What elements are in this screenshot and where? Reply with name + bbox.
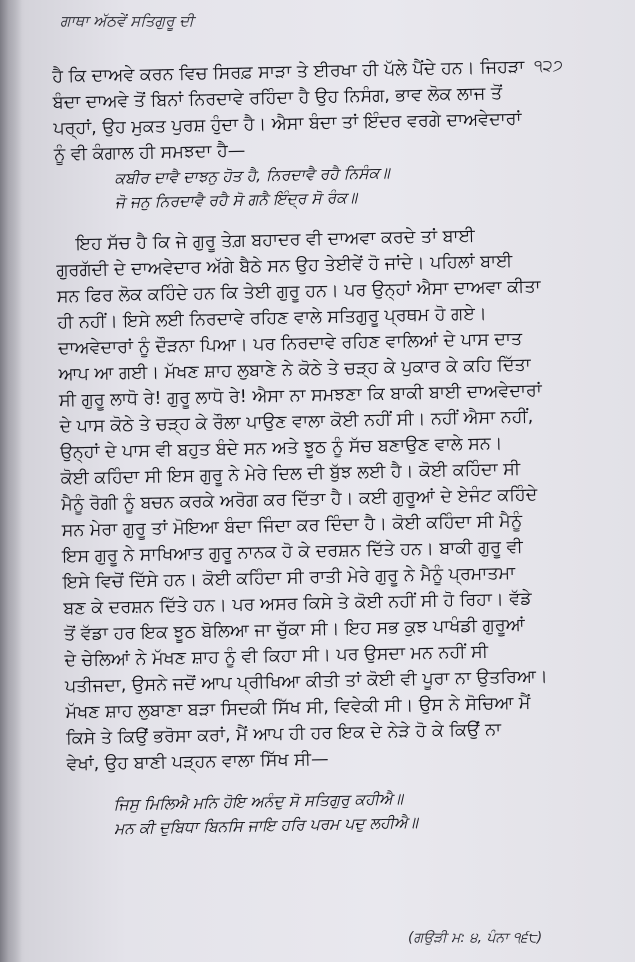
running-head: ਗਾਥਾ ਅੱਠਵੇਂ ਸਤਿਗੁਰੂ ਦੀ <box>60 12 194 30</box>
text-line: ਦਾਅਵੇਦਾਰਾਂ ਨੂੰ ਦੌੜਨਾ ਪਿਆ। ਪਰ ਨਿਰਦਾਵੇ ਰਹਿਣ ਵਾਲਿਆਂ ਦੇ ਪਾਸ ਦਾਤ <box>57 329 523 359</box>
text-line: ਗੁਰਗੱਦੀ ਦੇ ਦਾਅਵੇਦਾਰ ਅੱਗੇ ਬੈਠੇ ਸਨ ਉਹ ਤੇਈਵੇਂ ਹੋ ਜਾਂਦੇ। ਪਹਿਲਾਂ ਬਾਈ <box>56 251 513 281</box>
text-line: ਹੈ ਕਿ ਦਾਅਵੇ ਕਰਨ ਵਿਚ ਸਿਰਫ਼ ਸਾੜਾ ਤੇ ਈਰਖਾ ਹੀ ਪੱਲੇ ਪੈਂਦੇ ਹਨ। ਜਿਹੜਾ <box>52 57 525 87</box>
text-line: ਸਨ ਫਿਰ ਲੋਕ ਕਹਿੰਦੇ ਹਨ ਕਿ ਤੇਈ ਗੁਰੂ ਹਨ। ਪਰ ਉਨ੍ਹਾਂ ਐਸਾ ਦਾਅਵਾ ਕੀਤਾ <box>56 276 541 307</box>
body-text <box>52 53 588 842</box>
text-line: ਇਸ ਗੁਰੂ ਨੇ ਸਾਖਿਆਤ ਗੁਰੂ ਨਾਨਕ ਹੋ ਕੇ ਦਰਸ਼ਨ ਦਿੱਤੇ ਹਨ। ਬਾਕੀ ਗੁਰੂ ਵੀ <box>62 537 524 567</box>
text-line: ਆਪ ਆ ਗਈ। ਮੱਖਣ ਸ਼ਾਹ ਲੁਬਾਣੇ ਨੇ ਕੋਠੇ ਤੇ ਚੜ੍ਹ ਕੇ ਪੁਕਾਰ ਕੇ ਕਹਿ ਦਿੱਤਾ <box>58 355 531 385</box>
text-line: ਪਤੀਜਦਾ, ਉਸਨੇ ਜਦੋਂ ਆਪ ਪ੍ਰੀਖਿਆ ਕੀਤੀ ਤਾਂ ਕੋਈ ਵੀ ਪੂਰਾ ਨਾ ਉਤਰਿਆ। <box>64 666 548 697</box>
text-line: ਨੂੰ ਵੀ ਕੰਗਾਲ ਹੀ ਸਮਝਦਾ ਹੈ— <box>53 140 246 165</box>
text-line: ਉਨ੍ਹਾਂ ਦੇ ਪਾਸ ਵੀ ਬਹੁਤ ਬੰਦੇ ਸਨ ਅਤੇ ਝੂਠ ਨੂੰ ਸੱਚ ਬਣਾਉਣ ਵਾਲੇ ਸਨ। <box>59 433 503 463</box>
text-line: ਦੇ ਪਾਸ ਕੋਠੇ ਤੇ ਚੜ੍ਹ ਕੇ ਰੌਲਾ ਪਾਉਣ ਵਾਲਾ ਕੋਈ ਨਹੀਂ ਸੀ। ਨਹੀਂ ਐਸਾ ਨਹੀਂ, <box>59 407 534 437</box>
citation: (ਗਉੜੀ ਮ: ੪, ਪੰਨਾ ੧੬੮) <box>408 930 543 946</box>
verse-line: ਮਨ ਕੀ ਦੁਬਿਧਾ ਬਿਨਸਿ ਜਾਇ ਹਰਿ ਪਰਮ ਪਦੁ ਲਹੀਐ॥ <box>113 813 419 838</box>
text-line: ਮੈਨੂੰ ਰੋਗੀ ਨੂੰ ਬਚਨ ਕਰਕੇ ਅਰੋਗ ਕਰ ਦਿੱਤਾ ਹੈ। ਕਈ ਗੁਰੂਆਂ ਦੇ ਏਜੰਟ ਕਹਿੰਦੇ <box>61 484 538 515</box>
text-line: ਕੋਈ ਕਹਿੰਦਾ ਸੀ ਇਸ ਗੁਰੂ ਨੇ ਮੇਰੇ ਦਿਲ ਦੀ ਬੁੱਝ ਲਈ ਹੈ। ਕੋਈ ਕਹਿੰਦਾ ਸੀ <box>60 459 521 489</box>
text-line: ਪਰ੍ਹਾਂ, ਉਹ ਮੁਕਤ ਪੁਰਸ਼ ਹੁੰਦਾ ਹੈ। ਐਸਾ ਬੰਦਾ ਤਾਂ ਇੰਦਰ ਵਰਗੇ ਦਾਅਵੇਦਾਰਾਂ <box>53 109 522 139</box>
verse-line: ਜਿਸੁ ਮਿਲਿਐ ਮਨਿ ਹੋਇ ਅਨੰਦੁ ਸੋ ਸਤਿਗੁਰੁ ਕਹੀਐ॥ <box>113 789 404 814</box>
text-line: ਇਸੇ ਵਿਚੋਂ ਦਿੱਸੇ ਹਨ। ਕੋਈ ਕਹਿੰਦਾ ਸੀ ਰਾਤੀ ਮੇਰੇ ਗੁਰੂ ਨੇ ਮੈਨੂੰ ਪ੍ਰਮਾਤਮਾ <box>62 563 516 593</box>
page-gutter-shadow <box>0 0 22 962</box>
text-line: ਸੀ ਗੁਰੂ ਲਾਧੋ ਰੇ! ਗੁਰੂ ਲਾਧੋ ਰੇ! ਐਸਾ ਨਾ ਸਮਝਣਾ ਕਿ ਬਾਕੀ ਬਾਈ ਦਾਅਵੇਦਾਰਾਂ <box>58 380 542 411</box>
text-line: ਦੇ ਚੇਲਿਆਂ ਨੇ ਮੱਖਣ ਸ਼ਾਹ ਨੂੰ ਵੀ ਕਿਹਾ ਸੀ। ਪਰ ਉਸਦਾ ਮਨ ਨਹੀਂ ਸੀ <box>64 642 489 671</box>
text-line: ਇਹ ਸੱਚ ਹੈ ਕਿ ਜੇ ਗੁਰੂ ਤੇਗ਼ ਬਹਾਦਰ ਵੀ ਦਾਅਵਾ ਕਰਦੇ ਤਾਂ ਬਾਈ <box>75 226 475 255</box>
text-line: ਕਿਸੇ ਤੇ ਕਿਉਂ ਭਰੋਸਾ ਕਰਾਂ, ਮੈਂ ਆਪ ਹੀ ਹਰ ਇਕ ਦੇ ਨੇੜੇ ਹੋ ਕੇ ਕਿਉਂ ਨਾ <box>65 719 502 749</box>
text-line: ਵੇਖਾਂ, ਉਹ ਬਾਣੀ ਪੜ੍ਹਨ ਵਾਲਾ ਸਿੱਖ ਸੀ— <box>66 749 329 775</box>
verse-line: ਜੋ ਜਨੁ ਨਿਰਦਾਵੈ ਰਹੈ ਸੋ ਗਨੈ ਇੰਦ੍ਰ ਸੋ ਰੰਕ॥ <box>114 188 358 212</box>
page-number: ੧੨੭ <box>534 56 563 75</box>
text-line: ਬਣ ਕੇ ਦਰਸ਼ਨ ਦਿੱਤੇ ਹਨ। ਪਰ ਅਸਰ ਕਿਸੇ ਤੇ ਕੋਈ ਨਹੀਂ ਸੀ ਹੋ ਰਿਹਾ। ਵੱਡੇ <box>63 589 532 619</box>
text-line: ਸਨ ਮੇਰਾ ਗੁਰੂ ਤਾਂ ਮੋਇਆ ਬੰਦਾ ਜਿੰਦਾ ਕਰ ਦਿੰਦਾ ਹੈ। ਕੋਈ ਕਹਿੰਦਾ ਸੀ ਮੈਨੂੰ <box>61 511 523 541</box>
verse-line: ਕਬੀਰ ਦਾਵੈ ਦਾਝਨੁ ਹੋਤ ਹੈ, ਨਿਰਦਾਵੈ ਰਹੈ ਨਿਸੰਕ॥ <box>114 163 390 188</box>
text-line: ਮੱਖਣ ਸ਼ਾਹ ਲੁਬਾਣਾ ਬੜਾ ਸਿਦਕੀ ਸਿੱਖ ਸੀ, ਵਿਵੇਕੀ ਸੀ। ਉਸ ਨੇ ਸੋਚਿਆ ਮੈਂ <box>65 693 531 723</box>
text-line: ਹੀ ਨਹੀਂ। ਇਸੇ ਲਈ ਨਿਰਦਾਵੇ ਰਹਿਣ ਵਾਲੇ ਸਤਿਗੁਰੂ ਪ੍ਰਥਮ ਹੋ ਗਏ। <box>57 303 487 333</box>
text-line: ਬੰਦਾ ਦਾਅਵੇ ਤੋਂ ਬਿਨਾਂ ਨਿਰਦਾਵੇ ਰਹਿੰਦਾ ਹੈ ਉਹ ਨਿਸੰਗ, ਭਾਵ ਲੋਕ ਲਾਜ ਤੋਂ <box>52 83 503 113</box>
text-line: ਤੋਂ ਵੱਡਾ ਹਰ ਇਕ ਝੂਠ ਬੋਲਿਆ ਜਾ ਚੁੱਕਾ ਸੀ। ਇਹ ਸਭ ਕੁਝ ਪਾਖੰਡੀ ਗੁਰੂਆਂ <box>63 615 525 645</box>
